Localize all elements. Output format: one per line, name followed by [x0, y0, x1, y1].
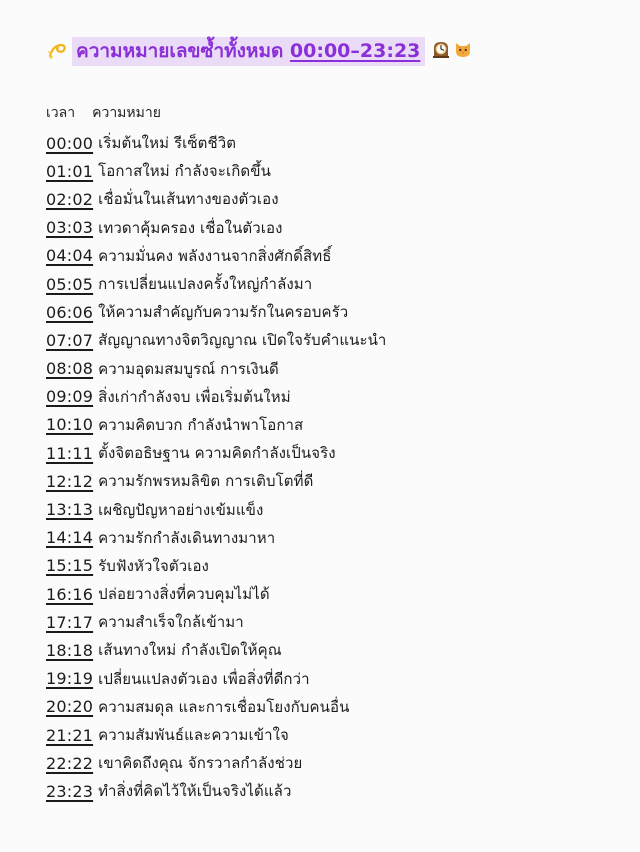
entry-meaning: ความสัมพันธ์และความเข้าใจ — [98, 726, 289, 745]
list-item — [46, 214, 606, 242]
list-item — [46, 693, 606, 721]
entry-time: 22:22 — [46, 753, 94, 773]
entry-time: 09:09 — [46, 387, 94, 407]
table-header — [46, 103, 161, 123]
entry-meaning: ความมั่นคง พลังงานจากสิ่งศักดิ์สิทธิ์ — [98, 246, 332, 265]
list-item — [46, 777, 606, 805]
entry-time: 12:12 — [46, 471, 94, 491]
entry-meaning: เชื่อมั่นในเส้นทางของตัวเอง — [98, 190, 279, 209]
entry-meaning: ให้ความสำคัญกับความรักในครอบครัว — [98, 303, 349, 322]
list-item — [46, 524, 606, 552]
entry-time: 21:21 — [46, 725, 94, 745]
entry-meaning: เขาคิดถึงคุณ จักรวาลกำลังช่วย — [98, 754, 303, 773]
entry-time: 07:07 — [46, 330, 94, 350]
entry-time: 03:03 — [46, 218, 94, 238]
entry-meaning: สัญญาณทางจิตวิญญาณ เปิดใจรับคำแนะนำ — [98, 331, 387, 350]
entry-time: 06:06 — [46, 302, 94, 322]
entry-meaning: เส้นทางใหม่ กำลังเปิดให้คุณ — [98, 641, 282, 660]
entry-time: 19:19 — [46, 669, 94, 689]
list-item — [46, 721, 606, 749]
entry-meaning: เผชิญปัญหาอย่างเข้มแข็ง — [98, 500, 264, 519]
header-meaning: ความหมาย — [92, 105, 161, 121]
entry-meaning: ปล่อยวางสิ่งที่ควบคุมไม่ได้ — [98, 585, 270, 604]
entry-meaning: ความสมดุล และการเชื่อมโยงกับคนอื่น — [98, 697, 350, 716]
entry-time: 17:17 — [46, 612, 94, 632]
mantel-clock-icon — [431, 39, 451, 63]
entry-time: 00:00 — [46, 133, 94, 153]
entry-meaning: เริ่มต้นใหม่ รีเซ็ตชีวิต — [98, 134, 237, 153]
list-item — [46, 157, 606, 185]
entry-time: 18:18 — [46, 640, 94, 660]
list-item — [46, 383, 606, 411]
entry-time: 11:11 — [46, 443, 94, 463]
entry-meaning: เปลี่ยนแปลงตัวเอง เพื่อสิ่งที่ดีกว่า — [98, 669, 310, 688]
list-item — [46, 439, 606, 467]
title-highlight — [72, 37, 425, 66]
list-item — [46, 552, 606, 580]
list-item — [46, 242, 606, 270]
list-item — [46, 129, 606, 157]
entry-time: 04:04 — [46, 246, 94, 266]
entry-meaning: ความรักกำลังเดินทางมาหา — [98, 528, 276, 547]
entry-meaning: รับฟังหัวใจตัวเอง — [98, 556, 209, 575]
list-item — [46, 355, 606, 383]
cat-face-icon — [453, 39, 473, 63]
entry-time: 15:15 — [46, 556, 94, 576]
entry-time: 10:10 — [46, 415, 94, 435]
entry-meaning: เทวดาคุ้มครอง เชื่อในตัวเอง — [98, 218, 283, 237]
title-trailing-icons — [431, 39, 473, 63]
page-title — [46, 36, 473, 66]
list-item — [46, 580, 606, 608]
entry-time: 16:16 — [46, 584, 94, 604]
list-item — [46, 636, 606, 664]
entry-time: 23:23 — [46, 781, 94, 801]
entry-meaning: ความรักพรหมลิขิต การเติบโตที่ดี — [98, 472, 314, 491]
list-item — [46, 608, 606, 636]
entry-time: 14:14 — [46, 528, 94, 548]
entry-time: 20:20 — [46, 697, 94, 717]
entry-meaning: การเปลี่ยนแปลงครั้งใหญ่กำลังมา — [98, 275, 313, 294]
list-item — [46, 298, 606, 326]
meaning-list — [46, 129, 606, 806]
title-text: ความหมายเลขซ้ำทั้งหมด — [76, 39, 290, 62]
entry-meaning: ความสำเร็จใกล้เข้ามา — [98, 613, 244, 632]
entry-meaning: ความอุดมสมบูรณ์ การเงินดี — [98, 359, 279, 378]
entry-time: 08:08 — [46, 359, 94, 379]
list-item — [46, 749, 606, 777]
list-item — [46, 665, 606, 693]
entry-time: 05:05 — [46, 274, 94, 294]
entry-time: 01:01 — [46, 161, 94, 181]
list-item — [46, 326, 606, 354]
entry-meaning: โอกาสใหม่ กำลังจะเกิดขึ้น — [98, 162, 271, 181]
list-item — [46, 185, 606, 213]
entry-meaning: ความคิดบวก กำลังนำพาโอกาส — [98, 415, 304, 434]
entry-time: 02:02 — [46, 189, 94, 209]
entry-time: 13:13 — [46, 500, 94, 520]
list-item — [46, 495, 606, 523]
list-item — [46, 270, 606, 298]
list-item — [46, 411, 606, 439]
header-time: เวลา — [46, 105, 76, 121]
list-item — [46, 467, 606, 495]
entry-meaning: ตั้งจิตอธิษฐาน ความคิดกำลังเป็นจริง — [98, 444, 336, 463]
title-time-range: 00:00–23:23 — [289, 39, 421, 62]
dizzy-swirl-icon — [46, 40, 68, 62]
entry-meaning: สิ่งเก่ากำลังจบ เพื่อเริ่มต้นใหม่ — [98, 387, 291, 406]
entry-meaning: ทำสิ่งที่คิดไว้ให้เป็นจริงได้แล้ว — [98, 782, 292, 801]
